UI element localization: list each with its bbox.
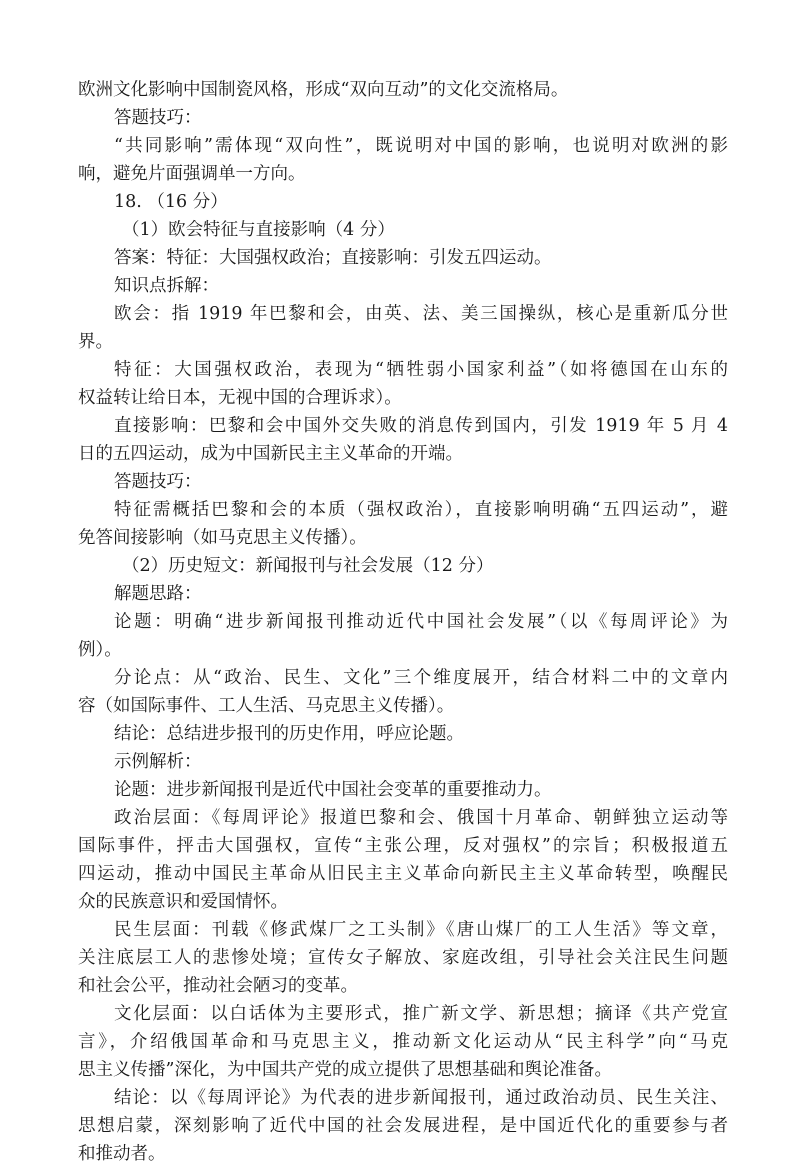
text-line: 政治层面：《每周评论》报道巴黎和会、俄国十月革命、朝鲜独立运动等 bbox=[114, 808, 728, 828]
text-line: 权益转让给日本，无视中国的合理诉求）。 bbox=[78, 388, 402, 408]
text-line: 响，避免片面强调单一方向。 bbox=[78, 164, 306, 184]
text-line: 特征：大国强权政治，表现为“牺牲弱小国家利益”（如将德国在山东的 bbox=[114, 360, 728, 380]
text-line: 答案：特征：大国强权政治；直接影响：引发五四运动。 bbox=[114, 248, 552, 268]
text-line: 思主义传播”深化，为中国共产党的成立提供了思想基础和舆论准备。 bbox=[78, 1060, 612, 1080]
text-line: 关注底层工人的悲惨处境；宣传女子解放、家庭改组，引导社会关注民生问题 bbox=[78, 948, 728, 968]
text-line: 免答间接影响（如马克思主义传播）。 bbox=[78, 528, 367, 548]
text-line: 和社会公平，推动社会陋习的变革。 bbox=[78, 976, 358, 996]
text-line: 答题技巧： bbox=[114, 108, 202, 128]
text-line: 界。 bbox=[78, 332, 113, 352]
text-line: 众的民族意识和爱国情怀。 bbox=[78, 892, 288, 912]
text-line: 言》，介绍俄国革命和马克思主义，推动新文化运动从“民主科学”向“马克 bbox=[78, 1032, 728, 1052]
text-line: 民生层面：刊载《修武煤厂之工头制》《唐山煤厂的工人生活》等文章， bbox=[114, 920, 728, 940]
text-line: 欧会：指 1919 年巴黎和会，由英、法、美三国操纵，核心是重新瓜分世 bbox=[114, 304, 728, 324]
text-line: 18. （16 分） bbox=[114, 192, 228, 212]
document-body bbox=[78, 76, 728, 1168]
text-line: 和推动者。 bbox=[78, 1144, 166, 1164]
text-line: 直接影响：巴黎和会中国外交失败的消息传到国内，引发 1919 年 5 月 4 bbox=[114, 416, 728, 436]
text-line: 四运动，推动中国民主革命从旧民主主义革命向新民主主义革命转型，唤醒民 bbox=[78, 864, 728, 884]
text-line: 分论点：从“政治、民生、文化”三个维度展开，结合材料二中的文章内 bbox=[114, 668, 728, 688]
text-line: 知识点拆解： bbox=[114, 276, 219, 296]
text-line: 容（如国际事件、工人生活、马克思主义传播）。 bbox=[78, 696, 455, 716]
text-line: 例）。 bbox=[78, 640, 122, 660]
text-line: 示例解析： bbox=[114, 752, 202, 772]
text-line: 思想启蒙，深刻影响了近代中国的社会发展进程，是中国近代化的重要参与者 bbox=[78, 1116, 728, 1136]
text-line: 日的五四运动，成为中国新民主主义革命的开端。 bbox=[78, 444, 463, 464]
text-line: “共同影响”需体现“双向性”，既说明对中国的影响，也说明对欧洲的影 bbox=[114, 136, 728, 156]
text-line: 答题技巧： bbox=[114, 472, 202, 492]
text-line: （1）欧会特征与直接影响（4 分） bbox=[122, 220, 395, 240]
text-line: 结论：以《每周评论》为代表的进步新闻报刊，通过政治动员、民生关注、 bbox=[114, 1088, 728, 1108]
text-line: 结论：总结进步报刊的历史作用，呼应论题。 bbox=[114, 724, 464, 744]
text-line: 特征需概括巴黎和会的本质（强权政治），直接影响明确“五四运动”，避 bbox=[114, 500, 728, 520]
text-line: 论题：明确“进步新闻报刊推动近代中国社会发展”（以《每周评论》为 bbox=[114, 612, 728, 632]
text-line: 欧洲文化影响中国制瓷风格，形成“双向互动”的文化交流格局。 bbox=[78, 80, 569, 100]
text-line: 论题：进步新闻报刊是近代中国社会变革的重要推动力。 bbox=[114, 780, 552, 800]
text-line: 文化层面：以白话体为主要形式，推广新文学、新思想；摘译《共产党宣 bbox=[114, 1004, 728, 1024]
text-line: 国际事件，抨击大国强权，宣传“主张公理，反对强权”的宗旨；积极报道五 bbox=[78, 836, 728, 856]
text-line: 解题思路： bbox=[114, 584, 202, 604]
text-line: （2）历史短文：新闻报刊与社会发展（12 分） bbox=[122, 556, 494, 576]
